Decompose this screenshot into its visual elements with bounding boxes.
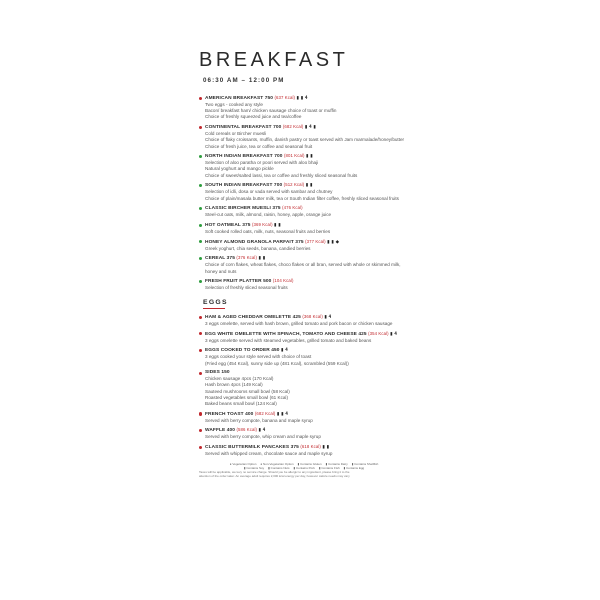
allergen-icons: ▮ 𝟒 — [390, 330, 398, 336]
menu-item — [199, 222, 409, 235]
veg-dot-icon — [199, 155, 202, 158]
veg-dot-icon — [199, 207, 202, 210]
item-name: SIDES 150 — [205, 370, 230, 376]
item-description: Choice of plain/masala butter milk, tea or South Indian filter coffee, freshly sliced seasonal fruits — [205, 195, 399, 201]
eggs-heading: EGGS — [203, 298, 228, 306]
menu-item — [199, 370, 409, 407]
menu-item — [199, 95, 409, 121]
menu-item — [199, 255, 409, 274]
item-name: HONEY ALMOND GRANOLA PARFAIT 375 — [205, 239, 304, 245]
menu-item — [199, 182, 409, 201]
menu-item — [199, 347, 409, 366]
item-description: Choice of corn flakes, wheat flakes, choco flakes or all bran, served with whole or skimmed milk, honey and nuts — [205, 262, 401, 274]
nonveg-dot-icon — [199, 429, 202, 432]
nonveg-dot-icon — [199, 316, 202, 319]
menu-item — [199, 444, 409, 457]
allergen-icons: ▮ 𝟒 ▮ — [304, 124, 317, 130]
nonveg-dot-icon — [199, 446, 202, 449]
item-description: Served with berry compote, whip cream and maple syrup — [205, 434, 321, 440]
item-calories: (586 Kcal) — [236, 427, 258, 433]
nonveg-dot-icon — [199, 349, 202, 352]
veg-dot-icon — [199, 257, 202, 260]
item-description: Served with whipped cream, chocolate sauce and maple syrup — [205, 451, 333, 457]
nonveg-dot-icon — [199, 372, 202, 375]
item-calories: (682 Kcal) — [254, 410, 276, 416]
veg-dot-icon — [199, 280, 202, 283]
item-description: Choice of flaky croissants, muffin, danish pastry or toast served with Jam marmalade/honey/butter — [205, 137, 405, 143]
menu-item — [199, 427, 409, 440]
item-description: Choice of sweet/salted lassi, tea or coffee and freshly sliced seasonal fruits — [205, 172, 358, 178]
service-hours: 06:30 AM – 12:00 PM — [203, 77, 285, 84]
legend-entry: ▮ Contains Fish — [318, 466, 340, 471]
item-name: EGG WHITE OMELETTE WITH SPINACH, TOMATO AND CHEESE 425 — [205, 331, 367, 337]
menu-item — [199, 239, 409, 252]
item-name: CEREAL 375 — [205, 256, 235, 262]
nonveg-dot-icon — [199, 126, 202, 129]
nonveg-dot-icon — [199, 412, 202, 415]
item-calories: (368 Kcal) — [302, 313, 323, 319]
veg-dot-icon — [199, 240, 202, 243]
item-calories: (637 Kcal) — [274, 95, 296, 100]
menu-item — [199, 153, 409, 179]
eggs-heading-underline — [203, 308, 225, 309]
item-description: Sauteed mushrooms small bowl (58 Kcal) — [205, 388, 290, 394]
breakfast-list — [199, 95, 409, 291]
item-name: HAM & AGED CHEDDAR OMELETTE 425 — [205, 314, 301, 320]
item-description: Selection of aloo paratha or poori served with aloo bhaji — [205, 160, 319, 166]
menu-footer — [199, 463, 409, 478]
item-description: Steel-cut oats, milk, almond, raisin, honey, apple, orange juice — [205, 212, 332, 218]
item-description: 3 eggs cooked your style served with choice of toast — [205, 354, 312, 360]
disclaimer-line-1: Taxes will be applicable, we levy no service charge. Should you be allergic to any ingredient, please bring it to the — [199, 469, 350, 474]
item-calories: (377 Kcal) — [305, 238, 326, 244]
item-description: Hash brown 4pcs (149 Kcal) — [205, 382, 263, 388]
menu-item — [199, 331, 409, 344]
item-calories: (354 Kcal) — [368, 330, 389, 336]
item-description: Baked beans small bowl (124 Kcal) — [205, 401, 277, 407]
item-calories: (376 Kcal) — [236, 255, 258, 261]
item-description: 3 eggs omelette served with steamed vegetables, grilled tomato and baked beans — [205, 337, 372, 343]
nonveg-dot-icon — [199, 332, 202, 335]
allergen-icons: ▮ ▮ 𝟒 — [276, 410, 289, 416]
item-name: SOUTH INDIAN BREAKFAST 700 — [205, 183, 283, 189]
item-description: Natural yoghurt and mango pickle — [205, 166, 274, 172]
item-name: FRESH FRUIT PLATTER 500 — [205, 279, 272, 285]
item-description: (Fried egg (454 Kcal), sunny side up (481 Kcal), scrambled (559 Kcal)) — [205, 360, 349, 366]
item-description: 3 eggs omelette, served with hash brown, grilled tomato and pork bacon or chicken sausage — [205, 320, 393, 326]
legend-entry: ▮ Contains Dairy — [325, 462, 348, 467]
item-name: CLASSIC BIRCHER MUESLI 375 — [205, 206, 281, 212]
page-title: BREAKFAST — [199, 49, 349, 71]
allergen-icons: ▮ 𝟒 — [281, 347, 288, 353]
item-description: Choice of freshly squeezed juice and tea/coffee — [205, 114, 302, 120]
item-name: NORTH INDIAN BREAKFAST 700 — [205, 154, 283, 160]
menu-page — [199, 48, 409, 479]
item-calories: (618 Kcal) — [300, 444, 321, 450]
allergen-icons: ▮ ▮ ◆ — [327, 238, 340, 244]
allergen-icons: ▮ ▮ — [305, 153, 313, 159]
veg-dot-icon — [199, 224, 202, 227]
disclaimer-line-2: attention of the order taker. An average adult requires 2,000 kcal energy per day, however calorie needs may vary — [199, 473, 350, 478]
allergen-icons: ▮ 𝟒 — [324, 313, 332, 319]
menu-item — [199, 205, 409, 218]
item-description: Soft cooked rolled oats, milk, nuts, seasonal fruits and berries — [205, 228, 331, 234]
item-calories: (369 Kcal) — [252, 221, 273, 227]
legend-entry: ▮ Contains Gluten — [297, 462, 322, 467]
item-description: Served with berry compote, banana and maple syrup — [205, 417, 313, 423]
legend-entry: ● Non-Vegetarian Option — [260, 462, 294, 467]
item-calories: (476 Kcal) — [282, 205, 303, 211]
item-calories: (682 Kcal) — [282, 124, 304, 130]
item-name: EGGS COOKED TO ORDER 450 — [205, 348, 280, 354]
allergen-icons: ▮ ▮ — [258, 255, 266, 261]
item-name: CONTINENTAL BREAKFAST 700 — [205, 125, 282, 131]
legend-entry: ▮ Contains Egg — [343, 466, 365, 471]
item-calories: (104 Kcal) — [272, 278, 294, 284]
item-description: Selection of freshly sliced seasonal fruits — [205, 285, 288, 291]
allergen-icons: ▮ ▮ — [274, 221, 281, 227]
menu-item — [199, 278, 409, 291]
legend-entry: ▮ Contains Nuts — [268, 466, 290, 471]
legend-entry: ▮ Contains Soy — [243, 466, 265, 471]
allergen-icons: ▮ ▮ 𝟒 — [296, 95, 308, 100]
item-name: FRENCH TOAST 400 — [205, 411, 254, 417]
item-calories: (512 Kcal) — [283, 182, 305, 188]
item-description: Bacon/ breakfast ham/ chicken sausage choice of toast or muffin — [205, 108, 337, 114]
legend-entry: ▮ Contains Pork — [293, 466, 315, 471]
legend-entry: ● Vegetarian Option — [229, 462, 257, 467]
allergen-icons: ▮ ▮ — [305, 182, 313, 188]
veg-dot-icon — [199, 184, 202, 187]
allergen-icons: ▮ 𝟒 — [258, 427, 266, 433]
item-name: AMERICAN BREAKFAST 750 — [205, 96, 274, 101]
item-description: Chicken sausage 4pcs (170 Kcal) — [205, 376, 274, 382]
allergen-icons: ▮ ▮ — [322, 444, 330, 450]
nonveg-dot-icon — [199, 97, 202, 100]
eggs-list — [199, 314, 409, 457]
menu-item — [199, 124, 409, 150]
item-description: Greek yoghurt, chia seeds, banana, candied berries — [205, 245, 311, 251]
legend-entry: ▮ Contains Shellfish — [351, 462, 379, 467]
menu-item — [199, 411, 409, 424]
item-description: Cold cereals or Bircher muesli — [205, 131, 267, 137]
item-name: HOT OATMEAL 375 — [205, 222, 251, 228]
item-name: WAFFLE 400 — [205, 428, 236, 434]
item-calories: (801 Kcal) — [283, 153, 305, 159]
item-description: Roasted vegetables small bowl (61 Kcal) — [205, 394, 288, 400]
menu-item — [199, 314, 409, 327]
item-description: Selection of idli, dosa or vada served with sambar and chutney — [205, 189, 333, 195]
item-description: Two eggs - cooked any style — [205, 102, 263, 107]
item-description: Choice of fresh juice, tea or coffee and seasonal fruit — [205, 143, 313, 149]
item-name: CLASSIC BUTTERMILK PANCAKES 375 — [205, 445, 299, 451]
